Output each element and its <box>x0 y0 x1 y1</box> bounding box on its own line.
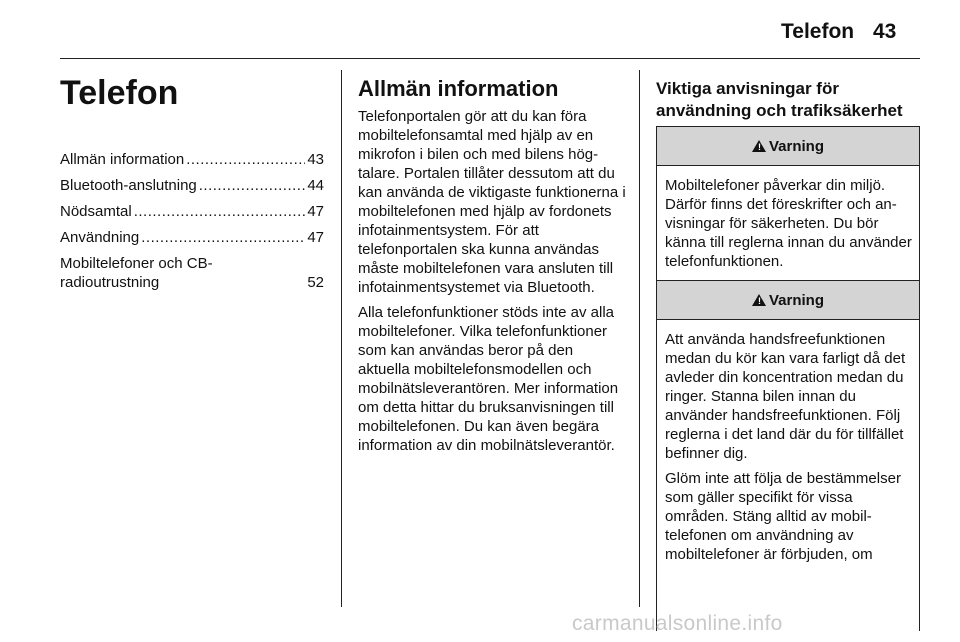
toc-entry[interactable] <box>60 150 324 169</box>
warning-box <box>656 126 920 284</box>
toc-label: Användning <box>60 229 140 246</box>
toc-page: 52 <box>307 274 324 291</box>
toc-label: radioutrustning <box>60 274 160 291</box>
toc-label: Nödsamtal <box>60 203 132 220</box>
table-of-contents <box>60 150 324 292</box>
toc-page: 47 <box>307 229 324 246</box>
toc-label: Allmän information <box>60 151 185 168</box>
toc-entry[interactable] <box>60 228 324 247</box>
warning-text: Att använda handsfreefunktionen medan du kör kan vara farligt då det avleder din koncentration medan du ringer. Stanna bilen innan du använder handsfreefunktionen. Följ reglerna i det land där du för tillfället befinner dig. <box>665 331 906 462</box>
warning-box <box>656 280 920 631</box>
toc-entry[interactable] <box>60 254 324 292</box>
chapter-title: Telefon <box>60 74 179 112</box>
section-body <box>358 107 626 461</box>
column-divider-2 <box>639 70 640 607</box>
paragraph: Telefonportalen gör att du kan föra mobiltelefonsamtal med hjälp av en mikrofon i bilen och med bilens högtalare. Portalen tillåter dessutom att du kan använda de viktigaste funktionerna i mobiltelefonen med hjälp av fordonets infotainmentsystem. För att telefonportalen ska kunna användas måste mobiltelefonen vara ansluten till infotainmentsystemet via Bluetooth. <box>358 108 626 296</box>
page-number: 43 <box>873 20 897 43</box>
warning-title: Varning <box>768 291 824 309</box>
warning-header <box>657 127 919 166</box>
toc-entry[interactable] <box>60 176 324 195</box>
running-title: Telefon <box>781 20 855 43</box>
warning-header <box>657 281 919 320</box>
warning-text: Glöm inte att följa de bestämmelser som gäller specifikt för vissa områden. Stäng alltid av mobiltelefonen om användning av mobiltelefoner är förbjuden, om <box>665 470 901 563</box>
warning-title: Varning <box>768 137 824 155</box>
warning-icon: ! <box>752 294 766 306</box>
safety-heading: Viktiga anvisningar för användning och trafiksäkerhet <box>656 79 903 120</box>
toc-page: 43 <box>307 151 324 168</box>
toc-entry[interactable] <box>60 202 324 221</box>
warning-text: Mobiltelefoner påverkar din miljö. Därför finns det föreskrifter och anvisningar för säkerheten. Du bör känna till reglerna innan du använder telefonfunktionen. <box>665 177 912 270</box>
section-heading: Allmän information <box>358 76 559 101</box>
watermark: carmanualsonline.info <box>572 612 783 635</box>
page-header <box>60 0 920 59</box>
toc-label: Bluetooth-anslutning <box>60 177 197 194</box>
paragraph: Alla telefonfunktioner stöds inte av alla mobiltelefoner. Vilka telefonfunktioner som kan användas beror på den aktuella mobiltelefonsmodellen och mobilnätsleverantören. Mer information om detta hittar du bruksanvisningen till mobiltelefonen. Du kan även begära information av din mobilnätsleverantör. <box>358 304 619 454</box>
toc-page: 44 <box>307 177 324 194</box>
toc-label: Mobiltelefoner och CB- <box>60 255 213 272</box>
toc-page: 47 <box>307 203 324 220</box>
column-divider-1 <box>341 70 342 607</box>
warning-icon: ! <box>752 140 766 152</box>
